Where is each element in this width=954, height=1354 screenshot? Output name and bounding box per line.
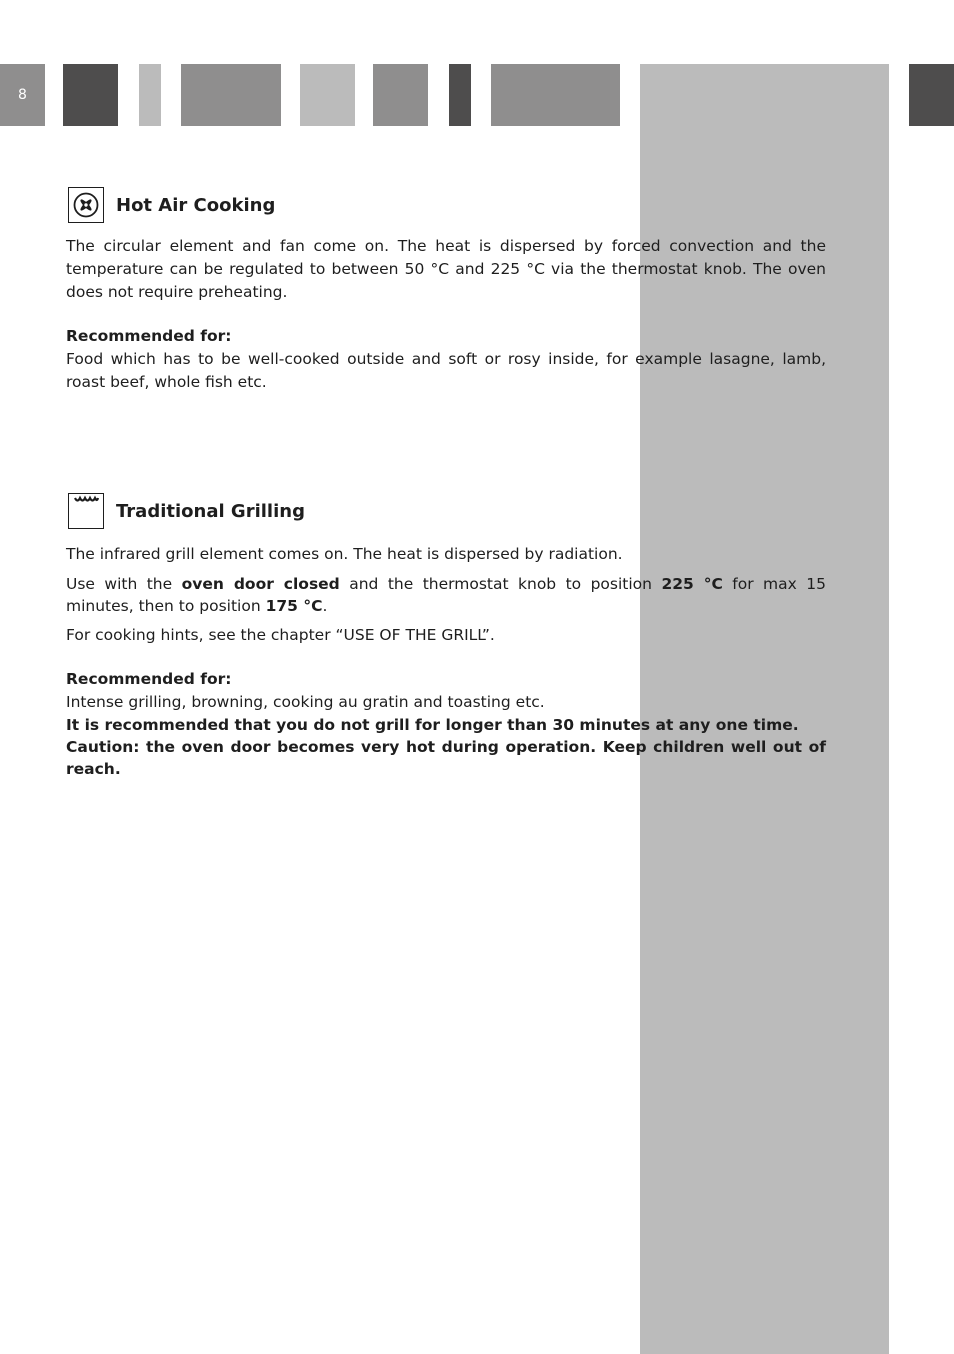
header-bar-2 (139, 64, 161, 126)
section-heading (66, 187, 826, 223)
usage-text: for max 15 minutes, then to position (66, 575, 826, 615)
recommended-label: Recommended for: (66, 327, 232, 345)
header-bar-5 (373, 64, 428, 126)
usage-text: . (322, 597, 328, 615)
section-title: Traditional Grilling (116, 500, 305, 522)
recommended-text: Food which has to be well-cooked outside and soft or rosy inside, for example lasagne, lamb, roast beef, whole fish etc. (66, 350, 826, 391)
section-body: The infrared grill element comes on. The heat is dispersed by radiation. (66, 545, 623, 563)
fan-icon (68, 187, 104, 223)
section-title: Hot Air Cooking (116, 194, 276, 216)
section-hot-air-cooking (66, 187, 826, 394)
header-bar-1 (63, 64, 118, 126)
section-heading (66, 493, 826, 529)
warning-grill-duration: It is recommended that you do not grill for longer than 30 minutes at any one time. (66, 716, 799, 734)
usage-text: Use with the (66, 575, 182, 593)
cooking-hints: For cooking hints, see the chapter “USE OF THE GRILL”. (66, 626, 495, 644)
header-bar-8 (909, 64, 954, 126)
recommended-label: Recommended for: (66, 670, 232, 688)
usage-instructions (66, 573, 826, 617)
header-bar-7 (491, 64, 620, 126)
recommended-text: Intense grilling, browning, cooking au gratin and toasting etc. (66, 693, 545, 711)
usage-temp-low: 175 °C (265, 597, 323, 615)
usage-door-closed: oven door closed (181, 575, 340, 593)
header-bar-3 (181, 64, 281, 126)
top-grill-element-icon (68, 493, 104, 529)
header-bar-4 (300, 64, 355, 126)
usage-temp-high: 225 °C (661, 575, 723, 593)
usage-text: and the thermostat knob to position (339, 575, 662, 593)
section-traditional-grilling (66, 493, 826, 780)
section-body: The circular element and fan come on. The heat is dispersed by forced convection and the temperature can be regulated to between 50 °C and 225 °C via the thermostat knob. The oven does not require preheating. (66, 237, 826, 301)
header-bar-6 (449, 64, 471, 126)
warning-door-hot: Caution: the oven door becomes very hot during operation. Keep children well out of reach. (66, 738, 826, 778)
page-number: 8 (0, 64, 45, 126)
